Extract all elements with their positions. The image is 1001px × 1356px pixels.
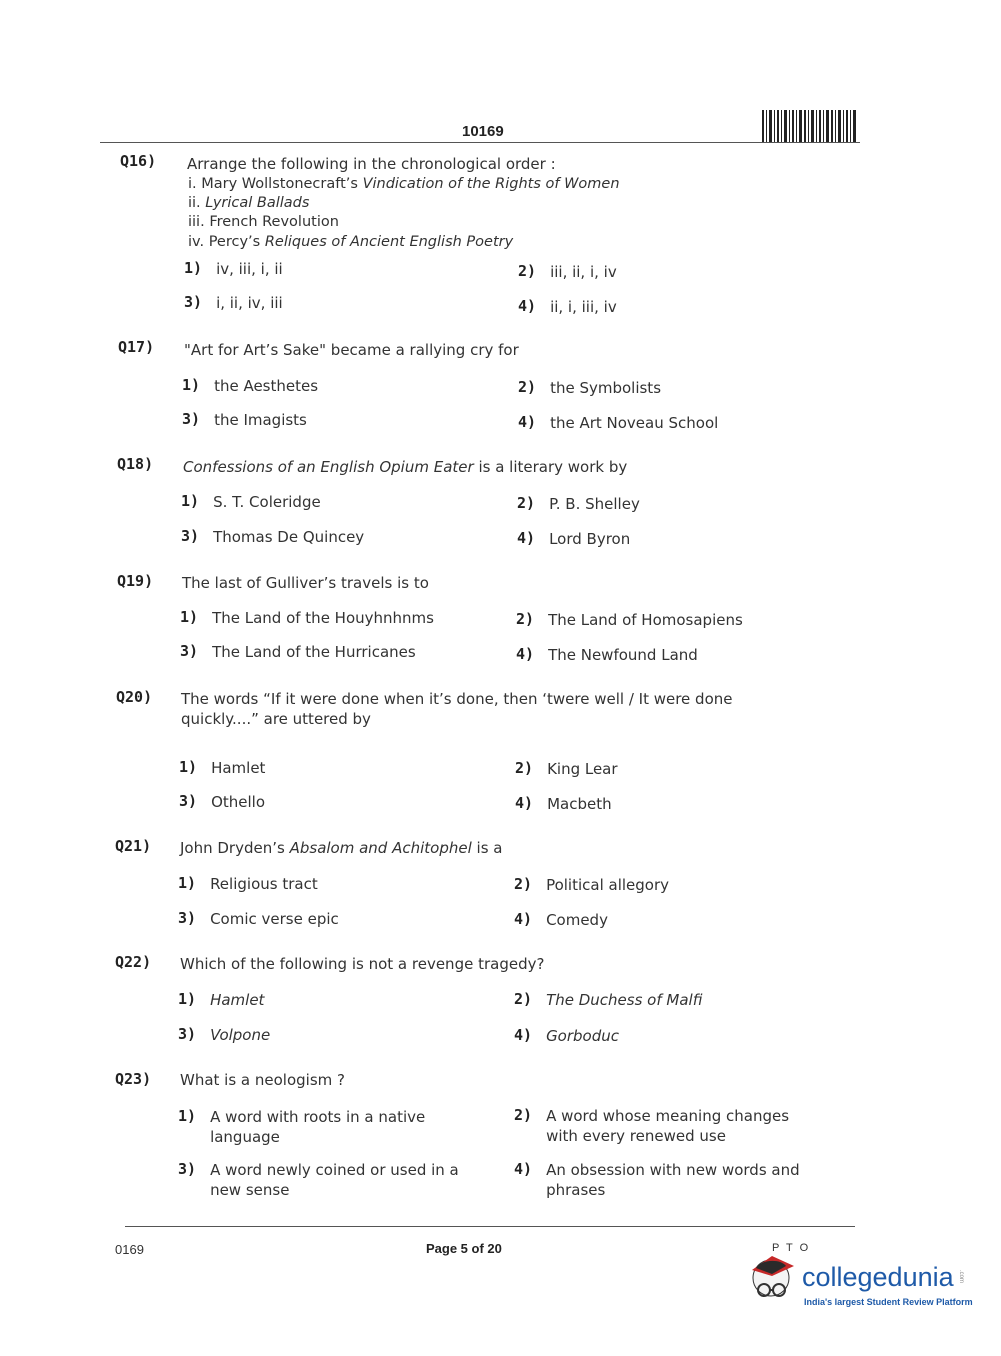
question-number: Q17): [118, 338, 155, 356]
list-text: Mary Wollstonecraft’s: [201, 176, 363, 192]
question-text: What is a neologism ?: [180, 1071, 345, 1089]
option-label: 4): [518, 413, 537, 431]
question-number: Q18): [117, 455, 154, 473]
option-text: S. T. Coleridge: [213, 493, 321, 511]
option-text-line2: phrases: [546, 1181, 606, 1199]
question-number: Q22): [115, 953, 152, 971]
option-label: 1): [178, 1107, 197, 1125]
option-text: Comedy: [546, 911, 608, 929]
question-text-italic: Absalom and Achitophel: [289, 839, 472, 857]
option-2[interactable]: [514, 875, 669, 895]
option-text: Macbeth: [547, 795, 612, 813]
list-text-italic: Vindication of the Rights of Women: [362, 176, 620, 192]
option-label: 3): [178, 1160, 197, 1178]
option-2[interactable]: [514, 990, 702, 1010]
option-text: The Newfound Land: [548, 646, 698, 664]
option-1[interactable]: [178, 1107, 425, 1147]
option-4[interactable]: [518, 413, 718, 433]
option-4[interactable]: [517, 529, 630, 549]
option-text-line2: language: [210, 1128, 280, 1146]
option-text: [546, 1106, 789, 1146]
option-text: ii, i, iii, iv: [550, 298, 617, 316]
option-3[interactable]: [178, 909, 339, 929]
option-text: the Art Noveau School: [550, 414, 719, 432]
list-item: [188, 233, 513, 253]
option-4[interactable]: [514, 1160, 800, 1200]
list-marker: ii.: [188, 195, 201, 211]
option-label: 3): [182, 410, 201, 428]
option-1[interactable]: [178, 990, 264, 1010]
option-text: the Aesthetes: [214, 377, 319, 395]
option-text: the Imagists: [214, 411, 307, 429]
option-text: Hamlet: [210, 991, 265, 1009]
option-text: P. B. Shelley: [549, 495, 640, 513]
option-3[interactable]: [179, 792, 265, 812]
option-label: 4): [514, 910, 533, 928]
list-marker: iv.: [188, 234, 205, 250]
option-text: Volpone: [210, 1026, 271, 1044]
option-label: 1): [178, 874, 197, 892]
option-label: 1): [184, 259, 203, 277]
option-label: 2): [518, 262, 537, 280]
option-label: 3): [181, 527, 200, 545]
option-text-line2: new sense: [210, 1181, 290, 1199]
option-1[interactable]: [184, 259, 283, 279]
list-item: [188, 194, 309, 214]
option-text: [546, 1160, 800, 1200]
option-text: Comic verse epic: [210, 910, 339, 928]
question-text: The words “If it were done when it’s done, then ‘twere well / It were done: [181, 690, 733, 708]
option-label: 1): [180, 608, 199, 626]
option-text-line1: A word with roots in a native: [210, 1108, 426, 1126]
question-text-plain: John Dryden’s: [180, 839, 290, 857]
question-text-italic: Confessions of an English Opium Eater: [183, 458, 474, 476]
option-label: 1): [179, 758, 198, 776]
option-label: 4): [516, 645, 535, 663]
list-text: French Revolution: [209, 214, 339, 230]
list-marker: i.: [188, 176, 197, 192]
option-text-line1: A word whose meaning changes: [546, 1107, 790, 1125]
page-number: Page 5 of 20: [426, 1241, 502, 1256]
barcode-image: [760, 108, 858, 144]
option-text: The Duchess of Malfi: [546, 991, 703, 1009]
question-text-plain: is a: [471, 839, 503, 857]
collegedunia-logo-text: collegedunia: [802, 1262, 954, 1292]
option-text: Religious tract: [210, 875, 318, 893]
question-text: [180, 839, 502, 858]
option-2[interactable]: [515, 759, 618, 779]
option-label: 2): [514, 1106, 533, 1124]
question-text-line2: quickly....” are uttered by: [181, 710, 371, 728]
option-label: 1): [181, 492, 200, 510]
option-4[interactable]: [515, 794, 612, 814]
option-text: [210, 1107, 425, 1147]
option-4[interactable]: [516, 645, 698, 665]
option-text: The Land of the Houyhnhnms: [212, 609, 434, 627]
question-number: Q19): [117, 572, 154, 590]
option-text: iv, iii, i, ii: [216, 260, 283, 278]
option-3[interactable]: [184, 293, 283, 313]
option-label: 4): [515, 794, 534, 812]
option-text: Gorboduc: [546, 1027, 620, 1045]
question-text: Which of the following is not a revenge tragedy?: [180, 955, 545, 973]
option-3[interactable]: [180, 642, 416, 662]
option-2[interactable]: [514, 1106, 789, 1146]
question-text-plain: is a literary work by: [473, 458, 628, 476]
option-2[interactable]: [518, 262, 617, 282]
option-2[interactable]: [517, 494, 640, 514]
option-text: [210, 1160, 459, 1200]
option-1[interactable]: [180, 608, 434, 628]
pto-label: P T O: [772, 1242, 811, 1254]
footer-rule: [125, 1226, 855, 1227]
list-item: [188, 213, 339, 233]
question-number: Q16): [120, 152, 157, 170]
option-label: 3): [178, 909, 197, 927]
header-rule: [100, 142, 860, 143]
option-text-line2: with every renewed use: [546, 1127, 726, 1145]
option-text: iii, ii, i, iv: [550, 263, 617, 281]
option-text: Othello: [211, 793, 265, 811]
option-text: Thomas De Quincey: [213, 528, 365, 546]
option-label: 4): [514, 1160, 533, 1178]
option-3[interactable]: [181, 527, 364, 547]
question-text: Arrange the following in the chronological order :: [187, 155, 556, 173]
option-label: 2): [514, 875, 533, 893]
question-number: Q23): [115, 1070, 152, 1088]
option-text: Political allegory: [546, 876, 670, 894]
option-text: i, ii, iv, iii: [216, 294, 283, 312]
list-text: Percy’s: [208, 234, 265, 250]
option-label: 3): [178, 1025, 197, 1043]
collegedunia-tagline: India's largest Student Review Platform: [804, 1297, 973, 1307]
option-1[interactable]: [182, 376, 318, 396]
option-label: 3): [179, 792, 198, 810]
question-text: The last of Gulliver’s travels is to: [182, 574, 429, 592]
paper-code: 10169: [462, 123, 504, 140]
question-number: Q21): [115, 837, 152, 855]
option-label: 2): [516, 610, 535, 628]
footer-code: 0169: [115, 1242, 144, 1257]
option-4[interactable]: [518, 297, 617, 317]
option-text-line1: A word newly coined or used in a: [210, 1161, 459, 1179]
option-2[interactable]: [516, 610, 743, 630]
option-label: 3): [184, 293, 203, 311]
option-text: Hamlet: [211, 759, 266, 777]
option-1[interactable]: [178, 874, 318, 894]
option-label: 3): [180, 642, 199, 660]
collegedunia-mascot-icon: [742, 1248, 800, 1306]
option-label: 2): [514, 990, 533, 1008]
question-text: [183, 458, 627, 477]
question-text: "Art for Art’s Sake" became a rallying cry for: [184, 341, 519, 359]
option-4[interactable]: [514, 910, 608, 930]
option-text: King Lear: [547, 760, 618, 778]
option-label: 1): [182, 376, 201, 394]
option-label: 2): [518, 378, 537, 396]
option-label: 2): [515, 759, 534, 777]
collegedunia-logo-com: .com: [958, 1270, 964, 1284]
question-number: Q20): [116, 688, 153, 706]
option-label: 4): [514, 1026, 533, 1044]
option-text: Lord Byron: [549, 530, 631, 548]
list-marker: iii.: [188, 214, 205, 230]
option-label: 1): [178, 990, 197, 1008]
option-label: 4): [518, 297, 537, 315]
option-3[interactable]: [178, 1025, 270, 1045]
option-3[interactable]: [182, 410, 307, 430]
list-item: [188, 175, 620, 195]
option-4[interactable]: [514, 1026, 619, 1046]
list-text-italic: Reliques of Ancient English Poetry: [264, 234, 514, 250]
option-text: The Land of the Hurricanes: [212, 643, 416, 661]
option-label: 2): [517, 494, 536, 512]
option-text: the Symbolists: [550, 379, 662, 397]
option-1[interactable]: [179, 758, 265, 778]
list-text-italic: Lyrical Ballads: [205, 195, 310, 211]
option-3[interactable]: [178, 1160, 459, 1200]
option-2[interactable]: [518, 378, 661, 398]
option-text-line1: An obsession with new words and: [546, 1161, 800, 1179]
option-text: The Land of Homosapiens: [548, 611, 743, 629]
option-label: 4): [517, 529, 536, 547]
option-1[interactable]: [181, 492, 321, 512]
